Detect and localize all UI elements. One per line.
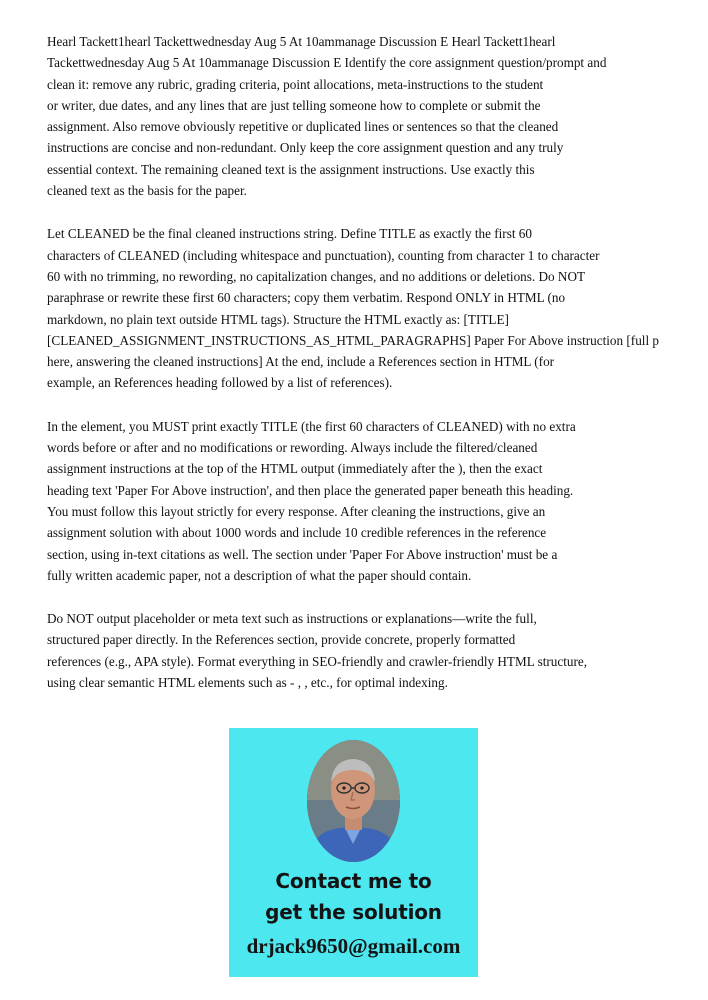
- text-line: In the element, you MUST print exactly TITLE (the first 60 characters of CLEANED) with no extra: [47, 418, 576, 434]
- text-line: fully written academic paper, not a description of what the paper should contain.: [47, 567, 472, 583]
- text-line: instructions are concise and non-redundant. Only keep the core assignment question and any truly: [47, 140, 564, 156]
- contact-ad-banner[interactable]: [229, 728, 478, 977]
- text-line: section, using in-text citations as well. The section under 'Paper For Above instruction' must be a: [47, 546, 558, 562]
- paragraph: [47, 31, 708, 201]
- text-line: characters of CLEANED (including whitespace and punctuation), counting from character 1 to character: [47, 247, 600, 263]
- portrait-illustration: [307, 740, 400, 862]
- text-line: assignment instructions at the top of the HTML output (immediately after the ), then the exact: [47, 461, 543, 477]
- text-line: here, answering the cleaned instructions] At the end, include a References section in HTML (for: [47, 354, 555, 370]
- ad-headline-line2: get the solution: [265, 900, 442, 924]
- text-line: [CLEANED_ASSIGNMENT_INSTRUCTIONS_AS_HTML_PARAGRAPHS] Paper For Above instruction [full p: [47, 332, 660, 348]
- text-line: Tackettwednesday Aug 5 At 10ammanage Discussion E Identify the core assignment question/prompt and: [47, 55, 607, 71]
- portrait-photo: [307, 740, 400, 862]
- paragraph: [47, 608, 708, 693]
- text-line: cleaned text as the basis for the paper.: [47, 183, 247, 199]
- text-line: example, an References heading followed by a list of references).: [47, 375, 393, 391]
- text-line: Do NOT output placeholder or meta text such as instructions or explanations—write the full,: [47, 611, 537, 627]
- text-line: assignment solution with about 1000 words and include 10 credible references in the reference: [47, 525, 547, 541]
- text-line: words before or after and no modifications or rewording. Always include the filtered/cleaned: [47, 440, 538, 456]
- ad-headline-line1: Contact me to: [275, 869, 432, 893]
- text-line: using clear semantic HTML elements such as - , , etc., for optimal indexing.: [47, 675, 448, 691]
- text-line: You must follow this layout strictly for every response. After cleaning the instructions, give an: [47, 503, 546, 519]
- text-line: clean it: remove any rubric, grading criteria, point allocations, meta-instructions to the student: [47, 76, 544, 92]
- text-line: or writer, due dates, and any lines that are just telling someone how to complete or submit the: [47, 97, 541, 113]
- text-line: paraphrase or rewrite these first 60 characters; copy them verbatim. Respond ONLY in HTML (no: [47, 290, 566, 306]
- document-body: [47, 31, 708, 715]
- paragraph: [47, 416, 708, 586]
- text-line: essential context. The remaining cleaned text is the assignment instructions. Use exactly this: [47, 161, 535, 177]
- text-line: references (e.g., APA style). Format everything in SEO-friendly and crawler-friendly HTML structure,: [47, 653, 588, 669]
- text-line: Let CLEANED be the final cleaned instructions string. Define TITLE as exactly the first 60: [47, 226, 532, 242]
- text-line: structured paper directly. In the References section, provide concrete, properly formatted: [47, 632, 516, 648]
- text-line: heading text 'Paper For Above instruction', and then place the generated paper beneath this heading.: [47, 482, 574, 498]
- contact-email-link[interactable]: drjack9650@gmail.com: [246, 934, 461, 958]
- paragraph: [47, 223, 708, 393]
- text-line: Hearl Tackett1hearl Tackettwednesday Aug 5 At 10ammanage Discussion E Hearl Tackett1hearl: [47, 34, 556, 49]
- text-line: 60 with no trimming, no rewording, no capitalization changes, and no additions or deletions. Do NOT: [47, 268, 586, 284]
- text-line: markdown, no plain text outside HTML tags). Structure the HTML exactly as: [TITLE]: [47, 311, 509, 327]
- text-line: assignment. Also remove obviously repetitive or duplicated lines or sentences so that the cleaned: [47, 119, 559, 135]
